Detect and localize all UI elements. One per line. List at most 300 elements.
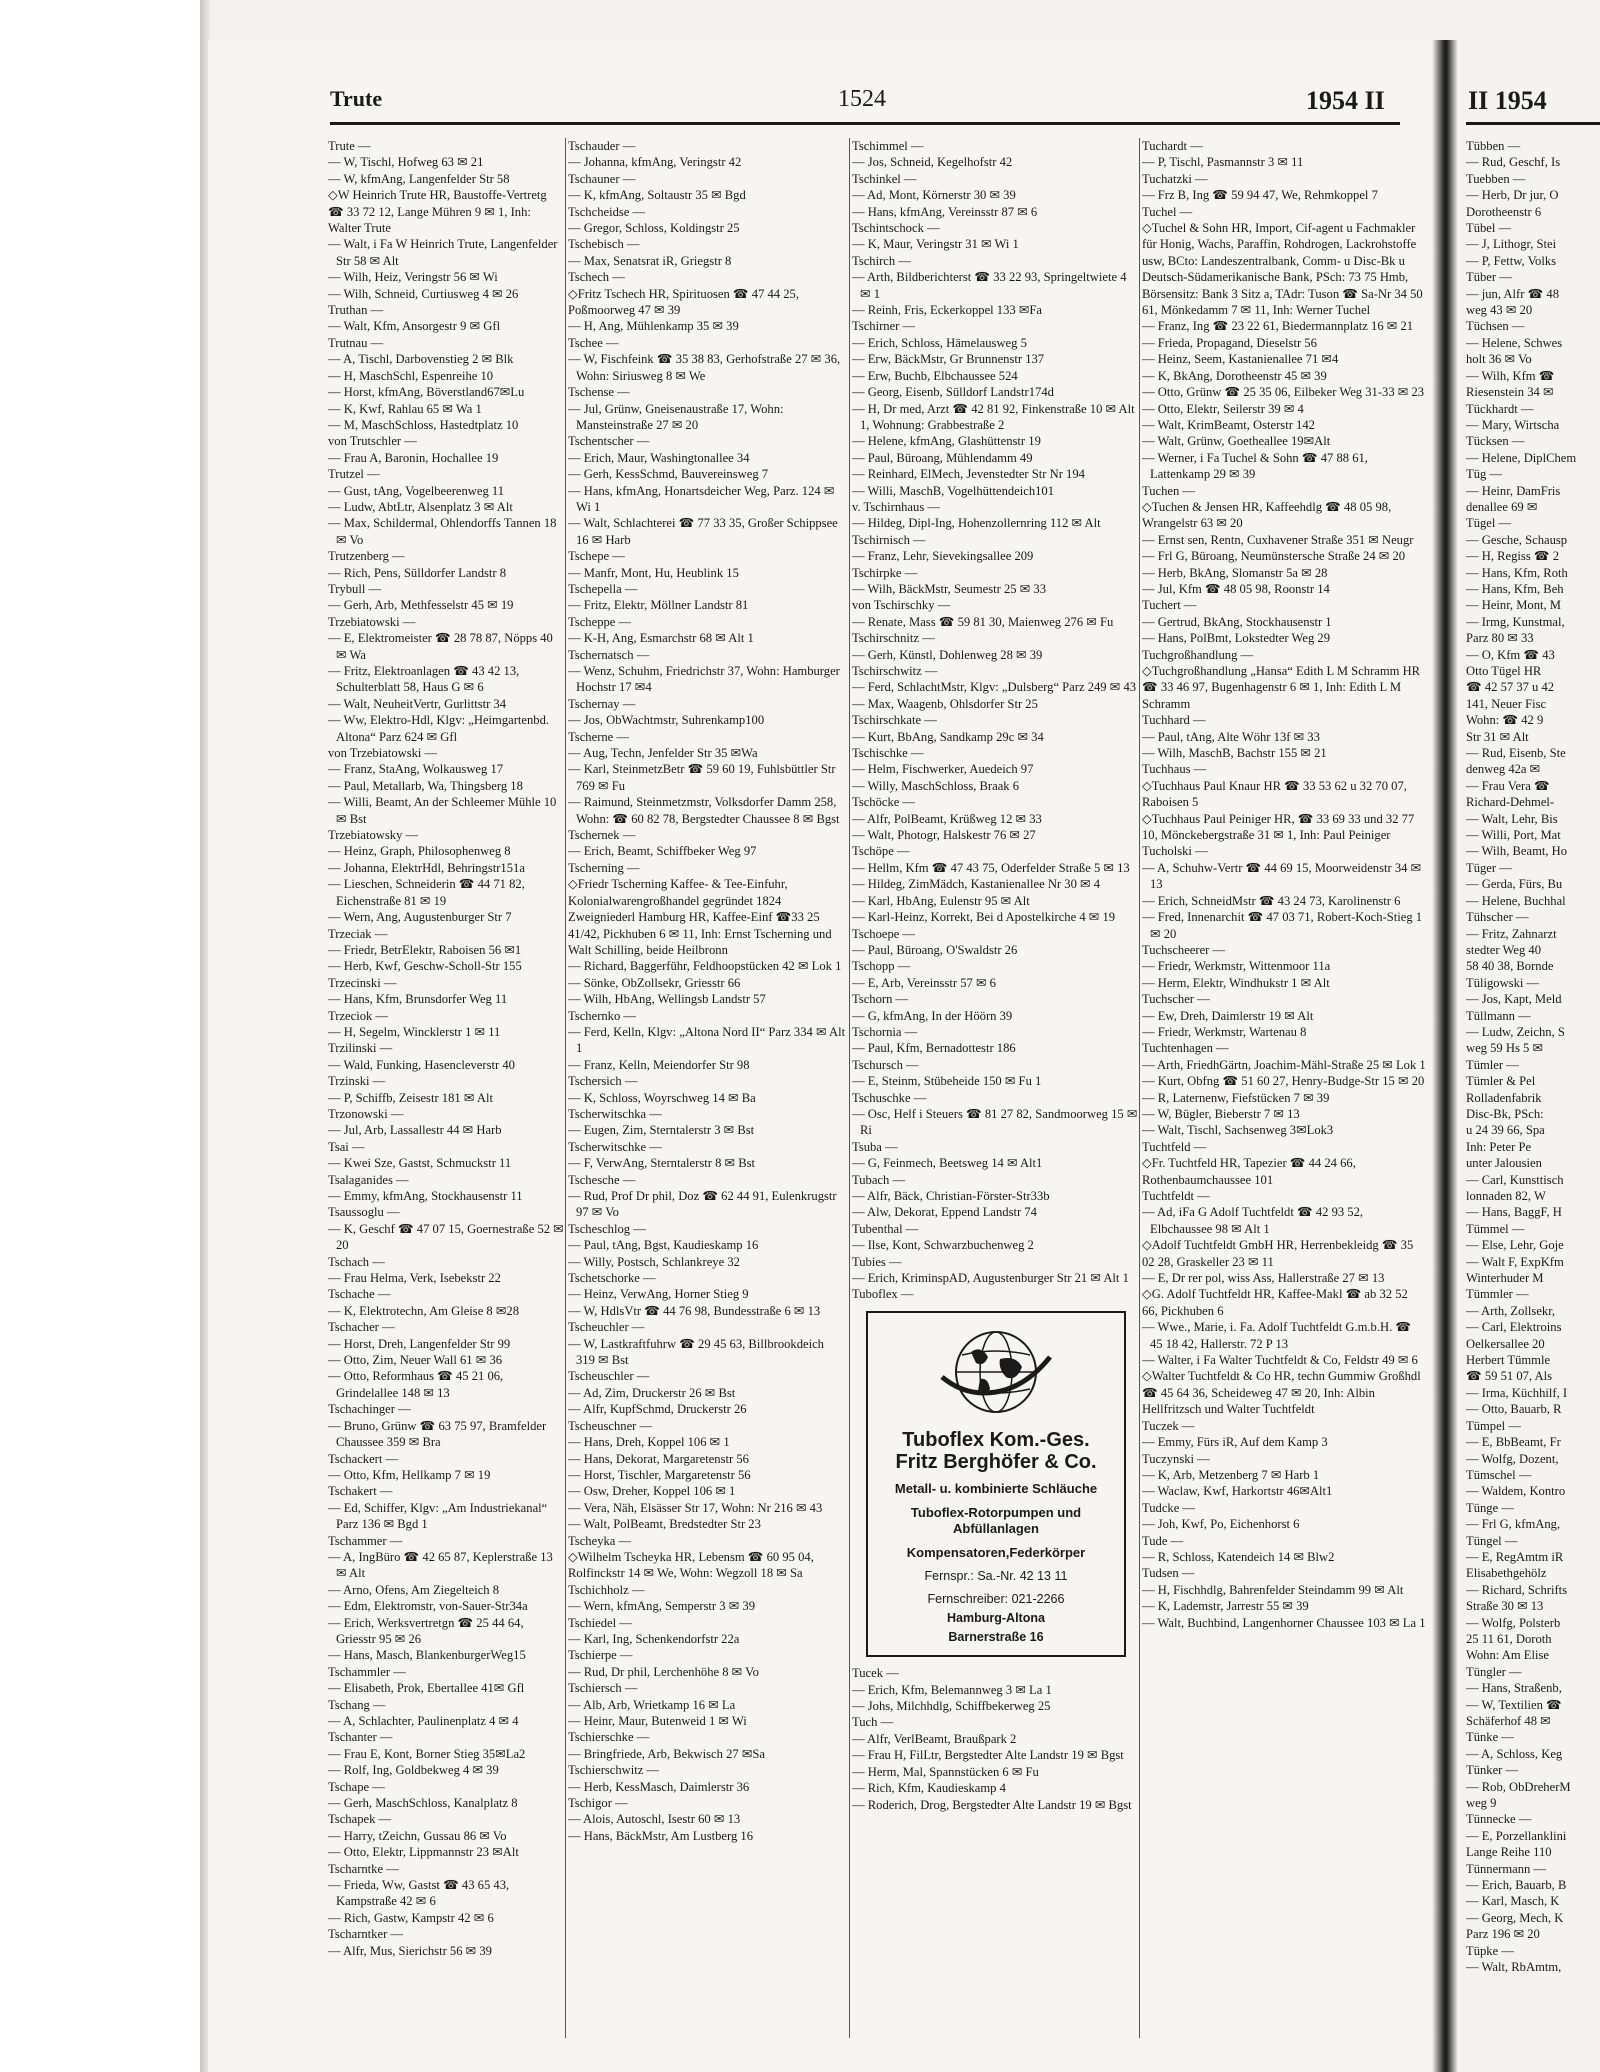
adjacent-page-entry: Tühscher — <box>1466 910 1529 925</box>
adjacent-page-entry: — Waldem, Kontro <box>1466 1484 1566 1499</box>
surname-heading: Tscheuschler — <box>568 1369 650 1384</box>
adjacent-page-entry: denallee 69 ✉ <box>1466 499 1538 514</box>
surname-heading: v. Tschirnhaus — <box>852 499 940 514</box>
adjacent-page-entry: Tüg — <box>1466 467 1503 482</box>
ad-product-line: Metall- u. kombinierte Schläuche <box>894 1481 1098 1497</box>
directory-entry: — Rich, Gastw, Kampstr 42 ✉ 6 <box>328 1910 494 1925</box>
surname-heading: Tschach — <box>328 1254 385 1269</box>
directory-entry: — Frau A, Baronin, Hochallee 19 <box>328 450 499 465</box>
directory-entry: — Walt, NeuheitVertr, Gurlittstr 34 <box>328 696 507 711</box>
directory-entry: — Karl, Ing, Schenkendorfstr 22a <box>568 1631 740 1646</box>
directory-entry: — Horst, Dreh, Langenfelder Str 99 <box>328 1336 511 1351</box>
adjacent-page-entry: — Walt, Lehr, Bis <box>1466 811 1558 826</box>
adjacent-page-entry: Disc-Bk, PSch: <box>1466 1106 1544 1121</box>
adjacent-page-entry: Tübben — <box>1466 139 1521 153</box>
adjacent-page-entry: weg 9 <box>1466 1796 1497 1811</box>
directory-entry: — Friedr, BetrElektr, Raboisen 56 ✉1 <box>328 942 522 957</box>
directory-entry: — K, BkAng, Dorotheenstr 45 ✉ 39 <box>1142 368 1327 383</box>
adjacent-page-entry: — Gerda, Fürs, Bu <box>1466 877 1563 892</box>
surname-heading: Tschentscher — <box>568 434 650 449</box>
directory-entry: — Heinz, VerwAng, Horner Stieg 9 <box>568 1287 749 1302</box>
surname-heading: Tschape — <box>328 1779 385 1794</box>
surname-heading: Tuchhaus — <box>1142 762 1207 777</box>
directory-entry: — Kurt, BbAng, Sandkamp 29c ✉ 34 <box>852 729 1044 744</box>
adjacent-page-entry: — Frl G, kfmAng, <box>1466 1517 1561 1532</box>
adjacent-page-entry: Tückhardt — <box>1466 401 1534 416</box>
adjacent-page-entry: Tüchsen — <box>1466 319 1525 334</box>
column-3-after-ad <box>852 1665 1138 1813</box>
directory-entry: — Horst, kfmAng, Böverstland67✉Lu <box>328 385 525 400</box>
surname-heading: Truthan — <box>328 303 384 318</box>
adjacent-page-entry: Tücksen — <box>1466 434 1525 449</box>
surname-heading: von Trzebiatowski — <box>328 746 438 761</box>
directory-entry: — Jos, Schneid, Kegelhofstr 42 <box>852 155 1013 170</box>
surname-heading: Tschache — <box>328 1287 391 1302</box>
surname-heading: Tscheppe — <box>568 614 632 629</box>
directory-column-2 <box>568 138 846 2058</box>
directory-entry: — Karl, HbAng, Eulenstr 95 ✉ Alt <box>852 893 1030 908</box>
header-rule <box>330 122 1400 125</box>
directory-entry: — Walt, Schlachterei ☎ 77 33 35, Großer Schippsee 16 ✉ Harb <box>568 516 838 547</box>
directory-entry: — Willy, MaschSchloss, Braak 6 <box>852 778 1020 793</box>
directory-entry: — K, Geschf ☎ 47 07 15, Goernestraße 52 ✉ 20 <box>328 1221 564 1253</box>
surname-heading: Tschakert — <box>328 1484 393 1499</box>
directory-entry: — Otto, Zim, Neuer Wall 61 ✉ 36 <box>328 1353 503 1368</box>
adjacent-page-entry: Straße 30 ✉ 13 <box>1466 1599 1544 1614</box>
directory-entry: — Ew, Dreh, Daimlerstr 19 ✉ Alt <box>1142 1008 1314 1023</box>
adjacent-page-entry: u 24 39 66, Spa <box>1466 1123 1545 1138</box>
adjacent-page-entry: Tümschel — <box>1466 1467 1532 1482</box>
adjacent-page-entry: Wohn: Am Elise <box>1466 1648 1549 1663</box>
surname-heading: Trzinski — <box>328 1074 386 1089</box>
directory-entry: — Gertrud, BkAng, Stockhausenstr 1 <box>1142 614 1332 629</box>
adjacent-page-entry: Winterhuder M <box>1466 1271 1544 1286</box>
directory-column-1 <box>328 138 564 2058</box>
adjacent-page-entry: — Heinr, DamFris <box>1466 483 1561 498</box>
directory-entry: — Rud, Prof Dr phil, Doz ☎ 62 44 91, Eulenkrugstr 97 ✉ Vo <box>568 1189 837 1220</box>
adjacent-page-entry: — Rud, Geschf, Is <box>1466 155 1561 170</box>
adjacent-page-entry: — jun, Alfr ☎ 48 <box>1466 286 1559 301</box>
firm-entry: ◇ Tuchgroßhandlung „Hansa“ Edith L M Schramm HR ☎ 33 46 97, Bugenhagenstr 6 ✉ 1, Inh: Edith L M Schramm <box>1142 663 1426 712</box>
directory-entry: — Manfr, Mont, Hu, Heublink 15 <box>568 565 739 580</box>
firm-entry: ◇ Adolf Tuchtfeldt GmbH HR, Herrenbekleidg ☎ 35 02 28, Graskeller 23 ✉ 11 <box>1142 1237 1426 1270</box>
surname-heading: Tuczek — <box>1142 1418 1195 1433</box>
directory-entry: — Jul, Grünw, Gneisenaustraße 17, Wohn: Mansteinstraße 27 ✉ 20 <box>568 401 784 432</box>
surname-heading: Tschackert — <box>328 1451 399 1466</box>
directory-entry: — Hans, PolBmt, Lokstedter Weg 29 <box>1142 631 1330 646</box>
directory-entry: — Heinr, Maur, Butenweid 1 ✉ Wi <box>568 1714 747 1728</box>
directory-entry: — Eugen, Zim, Sterntalerstr 3 ✉ Bst <box>568 1123 755 1138</box>
directory-entry: — Richard, Baggerführ, Feldhoopstücken 42 ✉ Lok 1 <box>568 959 842 974</box>
adjacent-page-entry: — Irmg, Kunstmal, <box>1466 614 1565 629</box>
directory-entry: — Alois, Autoschl, Isestr 60 ✉ 13 <box>568 1812 741 1827</box>
adjacent-page-entry: Tügel — <box>1466 516 1512 531</box>
surname-heading: Tschachinger — <box>328 1402 411 1417</box>
directory-entry: — Gerh, MaschSchloss, Kanalplatz 8 <box>328 1796 518 1811</box>
directory-entry: — Walt, Buchbind, Langenhorner Chaussee 103 ✉ La 1 <box>1142 1615 1426 1630</box>
directory-entry: — Frl G, Büroang, Neumünstersche Straße 24 ✉ 20 <box>1142 549 1406 564</box>
directory-entry: — Hildeg, Dipl-Ing, Hohenzollernring 112 ✉ Alt <box>852 516 1101 531</box>
adjacent-page-entry: Rolladenfabrik <box>1466 1090 1542 1105</box>
directory-entry: — Aug, Techn, Jenfelder Str 35 ✉Wa <box>568 746 758 761</box>
surname-heading: Trybull — <box>328 581 382 596</box>
surname-heading: Trzeciok — <box>328 1008 389 1023</box>
directory-entry: — Otto, Elektr, Seilerstr 39 ✉ 4 <box>1142 401 1304 416</box>
adjacent-page-entry: holt 36 ✉ Vo <box>1466 352 1532 367</box>
directory-entry: — Walt, PolBeamt, Bredstedter Str 23 <box>568 1517 761 1532</box>
surname-heading: Tschöpe — <box>852 844 910 859</box>
surname-heading: Tschinkel — <box>852 171 917 186</box>
directory-entry: — Heinz, Graph, Philosophenweg 8 <box>328 844 511 859</box>
directory-entry: — Wern, kfmAng, Semperstr 3 ✉ 39 <box>568 1599 755 1614</box>
directory-entry: — Hans, Dreh, Koppel 106 ✉ 1 <box>568 1435 730 1450</box>
surname-heading: Tubies — <box>852 1254 902 1269</box>
directory-entry: — K, Lademstr, Jarrestr 55 ✉ 39 <box>1142 1599 1309 1614</box>
directory-entry: — Fred, Innenarchit ☎ 47 03 71, Robert-Koch-Stieg 1 ✉ 20 <box>1142 910 1423 941</box>
surname-heading: Tschimmel — <box>852 139 924 153</box>
adjacent-page-entry: — Ludw, Zeichn, S <box>1466 1024 1565 1039</box>
directory-entry: — Herb, KessMasch, Daimlerstr 36 <box>568 1779 750 1794</box>
ad-company-owner: Fritz Berghöfer & Co. <box>895 1451 1097 1474</box>
surname-heading: Tscheuchler — <box>568 1320 645 1335</box>
adjacent-page-entry: — Fritz, Zahnarzt <box>1466 926 1557 941</box>
surname-heading: Tuchtfeldt — <box>1142 1189 1210 1203</box>
adjacent-page-entry: — E, BbBeamt, Fr <box>1466 1435 1561 1450</box>
directory-entry: — Alfr, KupfSchmd, Druckerstr 26 <box>568 1402 747 1417</box>
surname-heading: Tsaussoglu — <box>328 1205 400 1220</box>
directory-entry: — Erich, Kfm, Belemannweg 3 ✉ La 1 <box>852 1682 1052 1697</box>
surname-heading: Tschauder — <box>568 139 636 153</box>
directory-entry: — Elisabeth, Prok, Ebertallee 41✉ Gfl <box>328 1681 525 1696</box>
directory-entry: — W, Lastkraftfuhrw ☎ 29 45 63, Billbrookdeich 319 ✉ Bst <box>568 1336 824 1368</box>
firm-entry: ◇ Fr. Tuchtfeld HR, Tapezier ☎ 44 24 66, Rothenbaumchaussee 101 <box>1142 1155 1426 1188</box>
adjacent-page-entry: — Hans, Straßenb, <box>1466 1681 1562 1696</box>
adjacent-page-entry: — Hans, Kfm, Beh <box>1466 581 1564 596</box>
surname-heading: Tschierschwitz — <box>568 1763 660 1778</box>
surname-heading: Tuchatzki — <box>1142 171 1208 186</box>
adjacent-page-entry: Parz 196 ✉ 20 <box>1466 1927 1540 1942</box>
surname-heading: Trutzenberg — <box>328 549 405 564</box>
adjacent-page-entry: Dorotheenstr 6 <box>1466 204 1542 219</box>
directory-entry: — K-H, Ang, Esmarchstr 68 ✉ Alt 1 <box>568 631 754 646</box>
directory-entry: — Erich, Beamt, Schiffbeker Weg 97 <box>568 844 757 859</box>
directory-entry: — Vera, Näh, Elsässer Str 17, Wohn: Nr 216 ✉ 43 <box>568 1500 823 1515</box>
adjacent-page-entry: — Walt F, ExpKfm <box>1466 1254 1564 1269</box>
adjacent-page-entry: Inh: Peter Pe <box>1466 1139 1532 1154</box>
surname-heading: Tschichholz — <box>568 1582 645 1597</box>
directory-entry: — Wwe., Marie, i. Fa. Adolf Tuchtfeldt G.m.b.H. ☎ 45 18 42, Hallerstr. 72 P 13 <box>1142 1320 1412 1351</box>
directory-entry: — Wern, Ang, Augustenburger Str 7 <box>328 910 512 925</box>
directory-entry: — Helene, kfmAng, Glashüttenstr 19 <box>852 434 1041 449</box>
adjacent-page-entry: Parz 80 ✉ 33 <box>1466 631 1534 646</box>
directory-entry: — Walter, i Fa Walter Tuchtfeldt & Co, Feldstr 49 ✉ 6 <box>1142 1353 1418 1368</box>
directory-entry: — Rich, Kfm, Kaudieskamp 4 <box>852 1781 1006 1796</box>
directory-entry: — Rolf, Ing, Goldbekweg 4 ✉ 39 <box>328 1763 499 1778</box>
directory-entry: — Herb, Kwf, Geschw-Scholl-Str 155 <box>328 959 522 974</box>
directory-entry: — Werner, i Fa Tuchel & Sohn ☎ 47 88 61, Lattenkamp 29 ✉ 39 <box>1142 450 1368 482</box>
adjacent-page-entry: lonnaden 82, W <box>1466 1189 1546 1203</box>
directory-entry: — Johanna, kfmAng, Veringstr 42 <box>568 155 742 170</box>
surname-heading: Tubenthal — <box>852 1221 919 1236</box>
directory-entry: — Alfr, VerlBeamt, Braußpark 2 <box>852 1731 1017 1746</box>
directory-entry: — Otto, Kfm, Hellkamp 7 ✉ 19 <box>328 1467 491 1482</box>
adjacent-page-entry: Tünge — <box>1466 1500 1514 1515</box>
directory-entry: — Paul, Büroang, Mühlendamm 49 <box>852 450 1033 465</box>
firm-entry: ◇ Tuchel & Sohn HR, Import, Cif-agent u Fachmakler für Honig, Wachs, Paraffin, Rohdrogen, Lackrohstoffe usw, BCto: Landeszentralbank, Comm- u Disc-Bk u Deutsch-Südamerikanische Bank, PSch: 73 75 Hmb, Börsensitz: Bank 3 Sitz a, TAdr: Tuson ☎ Sa-Nr 34 50 61, Mönkedamm 7 ✉ 11, Inh: Werner Tuchel <box>1142 220 1426 318</box>
directory-entry: — Herm, Mal, Spannstücken 6 ✉ Fu <box>852 1764 1039 1779</box>
surname-heading: Tschintschock — <box>852 221 940 236</box>
adjacent-page-entry: — Jos, Kapt, Meld <box>1466 992 1562 1007</box>
surname-heading: Tscherne — <box>568 729 630 744</box>
surname-heading: Tschiedel — <box>568 1615 632 1630</box>
directory-entry: — E, Dr rer pol, wiss Ass, Hallerstraße 27 ✉ 13 <box>1142 1271 1385 1286</box>
adjacent-page-entry: — P, Fettw, Volks <box>1466 253 1557 268</box>
directory-entry: — M, MaschSchloss, Hastedtplatz 10 <box>328 417 519 432</box>
surname-heading: Tscheschlog — <box>568 1221 646 1236</box>
adjacent-page-entry: — Heinr, Mont, M <box>1466 598 1561 613</box>
directory-entry: — E, Arb, Vereinsstr 57 ✉ 6 <box>852 975 996 990</box>
ad-product-line: Tuboflex-Rotorpumpen und Abfüllanlagen <box>910 1505 1082 1537</box>
adjacent-page-entry: Tümmel — <box>1466 1221 1525 1236</box>
surname-heading: Tschirschkate — <box>852 713 937 728</box>
directory-entry: — Edm, Elektromstr, von-Sauer-Str34a <box>328 1599 528 1614</box>
adjacent-page-entry: — Wilh, Kfm ☎ <box>1466 368 1555 383</box>
surname-heading: Tschesche — <box>568 1172 636 1187</box>
directory-entry: — Reinh, Fris, Eckerkoppel 133 ✉Fa <box>852 303 1042 318</box>
directory-entry: — K, kfmAng, Soltaustr 35 ✉ Bgd <box>568 188 746 203</box>
directory-column-3 <box>852 138 1138 2058</box>
firm-entry: ◇ G. Adolf Tuchtfeldt HR, Kaffee-Makl ☎ ab 32 52 66, Pickhuben 6 <box>1142 1286 1426 1319</box>
directory-entry: — Paul, tAng, Alte Wöhr 13f ✉ 33 <box>1142 729 1320 744</box>
column-divider <box>849 138 850 2038</box>
directory-entry: — K, Arb, Metzenberg 7 ✉ Harb 1 <box>1142 1467 1320 1482</box>
directory-entry: — Herm, Elektr, Windhukstr 1 ✉ Alt <box>1142 975 1330 990</box>
adjacent-page-entry: Otto Tügel HR <box>1466 664 1542 678</box>
directory-entry: — A, Schlachter, Paulinenplatz 4 ✉ 4 <box>328 1714 519 1728</box>
ad-phone: Fernspr.: Sa.-Nr. 42 13 11 <box>924 1569 1068 1584</box>
adjacent-page-entry: — Carl, Kunsttisch <box>1466 1172 1564 1187</box>
adjacent-page-entry: — Hans, BaggF, H <box>1466 1205 1562 1220</box>
directory-entry: — Alw, Dekorat, Eppend Landstr 74 <box>852 1205 1037 1220</box>
surname-heading: Trzilinski — <box>328 1041 393 1056</box>
directory-entry: — H, Fischhdlg, Bahrenfelder Steindamm 99 ✉ Alt <box>1142 1582 1404 1597</box>
directory-entry: — E, Elektromeister ☎ 28 78 87, Nöpps 40 ✉ Wa <box>328 631 553 662</box>
surname-heading: Tschernatsch — <box>568 647 650 662</box>
running-head-year: 1954 II <box>1306 86 1385 115</box>
directory-entry: — Hans, kfmAng, Vereinsstr 87 ✉ 6 <box>852 204 1038 219</box>
adjacent-page-entry: Tümpel — <box>1466 1418 1521 1433</box>
adjacent-page-entry: Tuebben — <box>1466 171 1526 186</box>
adjacent-page-entry: — Helene, Schwes <box>1466 335 1563 350</box>
surname-heading: Tschopp — <box>852 959 911 974</box>
surname-heading: von Trutschler — <box>328 434 417 449</box>
surname-heading: Tschiersch — <box>568 1681 638 1696</box>
adjacent-page-entry: Tüligowski — <box>1466 975 1540 990</box>
adjacent-page-entry: — Otto, Bauarb, R <box>1466 1402 1562 1417</box>
directory-entry: — Wilh, MaschB, Bachstr 155 ✉ 21 <box>1142 746 1327 761</box>
surname-heading: Tschursch — <box>852 1057 919 1072</box>
ad-company-name: Tuboflex Kom.-Ges. <box>902 1429 1090 1452</box>
directory-entry: — K, Elektrotechn, Am Gleise 8 ✉28 <box>328 1303 520 1318</box>
surname-heading: Tschirner — <box>852 319 916 334</box>
directory-entry: — Friedr, Werkmstr, Wittenmoor 11a <box>1142 959 1331 974</box>
firm-entry: ◇ Wilhelm Tscheyka HR, Lebensm ☎ 60 95 04, Rolfinckstr 14 ✉ We, Wohn: Wegzoll 18 ✉ Sa <box>568 1549 846 1582</box>
directory-entry: — Wilh, BäckMstr, Seumestr 25 ✉ 33 <box>852 581 1047 596</box>
adjacent-page-entry: — Carl, Elektroins <box>1466 1320 1562 1335</box>
directory-entry: — Georg, Eisenb, Sülldorf Landstr174d <box>852 385 1054 400</box>
surname-heading: Tschammer — <box>328 1533 403 1548</box>
adjacent-page-entry: Herbert Tümmle <box>1466 1353 1551 1368</box>
surname-heading: Tscharntke — <box>328 1861 399 1876</box>
adjacent-page-entry: — Willi, Port, Mat <box>1466 828 1561 843</box>
surname-heading: Tschirch — <box>852 253 911 268</box>
directory-entry: — K, Kwf, Rahlau 65 ✉ Wa 1 <box>328 401 482 416</box>
directory-entry: — G, kfmAng, In der Höörn 39 <box>852 1008 1013 1023</box>
directory-entry: — K, Maur, Veringstr 31 ✉ Wi 1 <box>852 237 1019 252</box>
directory-entry: — Jul, Kfm ☎ 48 05 98, Roonstr 14 <box>1142 581 1330 596</box>
directory-entry: — Willy, Postsch, Schlankreye 32 <box>568 1254 740 1269</box>
directory-entry: — Erich, SchneidMstr ☎ 43 24 73, Karolinenstr 6 <box>1142 893 1401 908</box>
adjacent-page-entry: Wohn: ☎ 42 9 <box>1466 713 1544 728</box>
surname-heading: Tuchtfeld — <box>1142 1139 1207 1154</box>
surname-heading: Tuchen — <box>1142 483 1196 498</box>
adjacent-page-entry: — Wolfg, Polsterb <box>1466 1615 1561 1630</box>
surname-heading: Tschee — <box>568 335 619 350</box>
surname-heading: Tscherwitschka — <box>568 1106 662 1121</box>
directory-entry: — Hans, Kfm, Brunsdorfer Weg 11 <box>328 992 508 1007</box>
directory-entry: — Paul, tAng, Bgst, Kaudieskamp 16 <box>568 1238 759 1253</box>
directory-entry: — Max, Schildermal, Ohlendorffs Tannen 18 ✉ Vo <box>328 516 557 547</box>
directory-entry: — Fritz, Elektr, Möllner Landstr 81 <box>568 598 749 613</box>
directory-entry: — Wald, Funking, Hasencleverstr 40 <box>328 1057 515 1072</box>
surname-heading: Tschense — <box>568 385 630 400</box>
directory-entry: — Walt, Kfm, Ansorgestr 9 ✉ Gfl <box>328 319 501 334</box>
surname-heading: Tschirschnitz — <box>852 631 935 646</box>
directory-entry: — Harry, tZeichn, Gussau 86 ✉ Vo <box>328 1828 507 1843</box>
surname-heading: Tschang — <box>328 1697 386 1712</box>
surname-heading: Tschebisch — <box>568 237 640 252</box>
surname-heading: Tschanter — <box>328 1730 393 1745</box>
directory-entry: — W, HdlsVtr ☎ 44 76 98, Bundesstraße 6 ✉ 13 <box>568 1303 821 1318</box>
adjacent-page-entry: — Wilh, Beamt, Ho <box>1466 844 1568 859</box>
firm-entry: ◇ Tuchhaus Paul Peiniger HR, ☎ 33 69 33 und 32 77 10, Mönckebergstraße 31 ✉ 1, Inh: Paul Peiniger <box>1142 811 1426 844</box>
directory-entry: — Wilh, Heiz, Veringstr 56 ✉ Wi <box>328 270 498 285</box>
surname-heading: Tscharntker — <box>328 1927 404 1942</box>
adjacent-page-entry: Tüngler — <box>1466 1664 1522 1679</box>
directory-entry: — Willi, Beamt, An der Schleemer Mühle 10 ✉ Bst <box>328 795 557 826</box>
ad-city: Hamburg-Altona <box>947 1611 1045 1626</box>
directory-entry: — F, VerwAng, Sterntalerstr 8 ✉ Bst <box>568 1156 756 1171</box>
surname-heading: Tuchtenhagen — <box>1142 1041 1229 1056</box>
directory-entry: — P, Tischl, Pasmannstr 3 ✉ 11 <box>1142 155 1304 170</box>
adjacent-page-entry: 141, Neuer Fisc <box>1466 696 1547 711</box>
surname-heading: Tschernko — <box>568 1008 637 1023</box>
directory-entry: — Hans, kfmAng, Honartsdeicher Weg, Parz. 124 ✉ Wi 1 <box>568 483 835 514</box>
directory-entry: — E, Steinm, Stübeheide 150 ✉ Fu 1 <box>852 1074 1042 1089</box>
surname-heading: Trutnau — <box>328 335 384 350</box>
directory-entry: — Emmy, Fürs iR, Auf dem Kamp 3 <box>1142 1435 1328 1450</box>
directory-entry: — Bringfriede, Arb, Bekwisch 27 ✉Sa <box>568 1746 765 1761</box>
surname-heading: Tscherning — <box>568 860 640 875</box>
adjacent-page-entry: — Helene, DiplChem <box>1466 450 1577 465</box>
directory-entry: — Waclaw, Kwf, Harkortstr 46✉Alt1 <box>1142 1484 1333 1499</box>
surname-heading: Trutzel — <box>328 467 380 482</box>
adjacent-page-entry: Tünnermann — <box>1466 1861 1547 1876</box>
adjacent-page-entry: — E, RegAmtm iR <box>1466 1549 1564 1564</box>
directory-entry: — Franz, Lehr, Sievekingsallee 209 <box>852 549 1034 564</box>
directory-entry: — H, Dr med, Arzt ☎ 42 81 92, Finkenstraße 10 ✉ Alt 1, Wohnung: Grabbestraße 2 <box>852 401 1135 432</box>
surname-heading: Tscheuschner — <box>568 1418 653 1433</box>
adjacent-page-entry: — Gesche, Schausp <box>1466 532 1568 547</box>
directory-entry: — H, Ang, Mühlenkamp 35 ✉ 39 <box>568 319 739 334</box>
directory-entry: — Hans, BäckMstr, Am Lustberg 16 <box>568 1828 754 1843</box>
directory-entry: — R, Schloss, Katendeich 14 ✉ Blw2 <box>1142 1549 1335 1564</box>
adjacent-page-entry: Tüger — <box>1466 860 1512 875</box>
directory-entry: — Helm, Fischwerker, Auedeich 97 <box>852 762 1034 777</box>
directory-entry: — Franz, Kelln, Meiendorfer Str 98 <box>568 1057 750 1072</box>
directory-entry: — Gerh, KessSchmd, Bauvereinsweg 7 <box>568 467 769 482</box>
surname-heading: Tsalaganides — <box>328 1172 409 1187</box>
surname-heading: Tuczynski — <box>1142 1451 1210 1466</box>
surname-heading: Tuch — <box>852 1715 894 1730</box>
directory-entry: — Willi, MaschB, Vogelhüttendeich101 <box>852 483 1055 498</box>
adjacent-page-column <box>1466 138 1600 2058</box>
directory-entry: — Ernst sen, Rentn, Cuxhavener Straße 351 ✉ Neugr <box>1142 532 1414 547</box>
adjacent-page-entry: Tünker — <box>1466 1763 1519 1778</box>
surname-heading: Tuchgroßhandlung — <box>1142 647 1254 662</box>
adjacent-page-entry: — Else, Lehr, Goje <box>1466 1238 1564 1253</box>
firm-entry: ◇ Tuchhaus Paul Knaur HR ☎ 33 53 62 u 32 70 07, Raboisen 5 <box>1142 778 1426 811</box>
adjacent-page-entry: stedter Weg 40 <box>1466 942 1541 957</box>
surname-heading: Tuchscheerer — <box>1142 942 1226 957</box>
surname-heading: Tucholski — <box>1142 844 1208 859</box>
directory-entry: — Ferd, Kelln, Klgv: „Altona Nord II“ Parz 334 ✉ Alt 1 <box>568 1024 846 1056</box>
firm-entry: ◇ Friedr Tscherning Kaffee- & Tee-Einfuhr, Kolonialwarengroßhandel gegründet 1824 Zweigniederl Hamburg HR, Kaffee-Einf ☎33 25 41/42, Pickhuben 6 ✉ 11, Inh: Ernst Tscherning und Walt Schilling, beide Heilbronn <box>568 876 846 958</box>
surname-heading: Tschigor — <box>568 1796 628 1811</box>
directory-entry: — Walt, Grünw, Goetheallee 19✉Alt <box>1142 434 1331 449</box>
surname-heading: Tschoepe — <box>852 926 916 941</box>
directory-entry: — Frieda, Ww, Gastst ☎ 43 65 43, Kampstraße 42 ✉ 6 <box>328 1878 510 1909</box>
directory-entry: — Renate, Mass ☎ 59 81 30, Maienweg 276 ✉ Fu <box>852 614 1114 629</box>
column-divider <box>565 138 566 2038</box>
surname-heading: Tschcheidse — <box>568 204 646 219</box>
adjacent-page-entry: — O, Kfm ☎ 43 <box>1466 647 1555 662</box>
directory-entry: — Gerh, Arb, Methfesselstr 45 ✉ 19 <box>328 598 514 613</box>
adjacent-page-entry: — Arth, Zollsekr, <box>1466 1303 1556 1318</box>
directory-entry: — Ilse, Kont, Schwarzbuchenweg 2 <box>852 1238 1034 1253</box>
adjacent-page-entry: — Erich, Bauarb, B <box>1466 1878 1567 1893</box>
surname-heading: Tschepella — <box>568 581 638 596</box>
surname-heading: Tschauner — <box>568 171 636 186</box>
directory-entry: — Alfr, Bäck, Christian-Förster-Str33b <box>852 1189 1050 1203</box>
adjacent-page-entry: — Georg, Mech, K <box>1466 1910 1564 1925</box>
surname-heading: Tschersich — <box>568 1074 638 1089</box>
surname-heading: Tschirnisch — <box>852 532 926 547</box>
surname-heading: Tuchhard — <box>1142 713 1206 728</box>
surname-heading: Tschirschwitz — <box>852 664 938 678</box>
directory-entry: — Gregor, Schloss, Koldingstr 25 <box>568 221 740 236</box>
adjacent-page-entry: weg 59 Hs 5 ✉ <box>1466 1041 1544 1056</box>
adjacent-page-entry: — Herb, Dr jur, O <box>1466 188 1559 203</box>
directory-entry: — Paul, Kfm, Bernadottestr 186 <box>852 1041 1016 1056</box>
firm-entry: ◇ Fritz Tschech HR, Spirituosen ☎ 47 44 25, Poßmoorweg 47 ✉ 39 <box>568 286 846 319</box>
directory-entry: — Hellm, Kfm ☎ 47 43 75, Oderfelder Straße 5 ✉ 13 <box>852 860 1130 875</box>
directory-entry: — Hans, Masch, BlankenburgerWeg15 <box>328 1648 526 1663</box>
directory-entry: — Erw, BäckMstr, Gr Brunnenstr 137 <box>852 352 1045 367</box>
adjacent-page-entry: Tüpke — <box>1466 1943 1514 1958</box>
adjacent-page-entry: ☎ 59 51 07, Als <box>1466 1369 1553 1384</box>
directory-entry: — Johs, Milchhdlg, Schiffbekerweg 25 <box>852 1699 1051 1714</box>
